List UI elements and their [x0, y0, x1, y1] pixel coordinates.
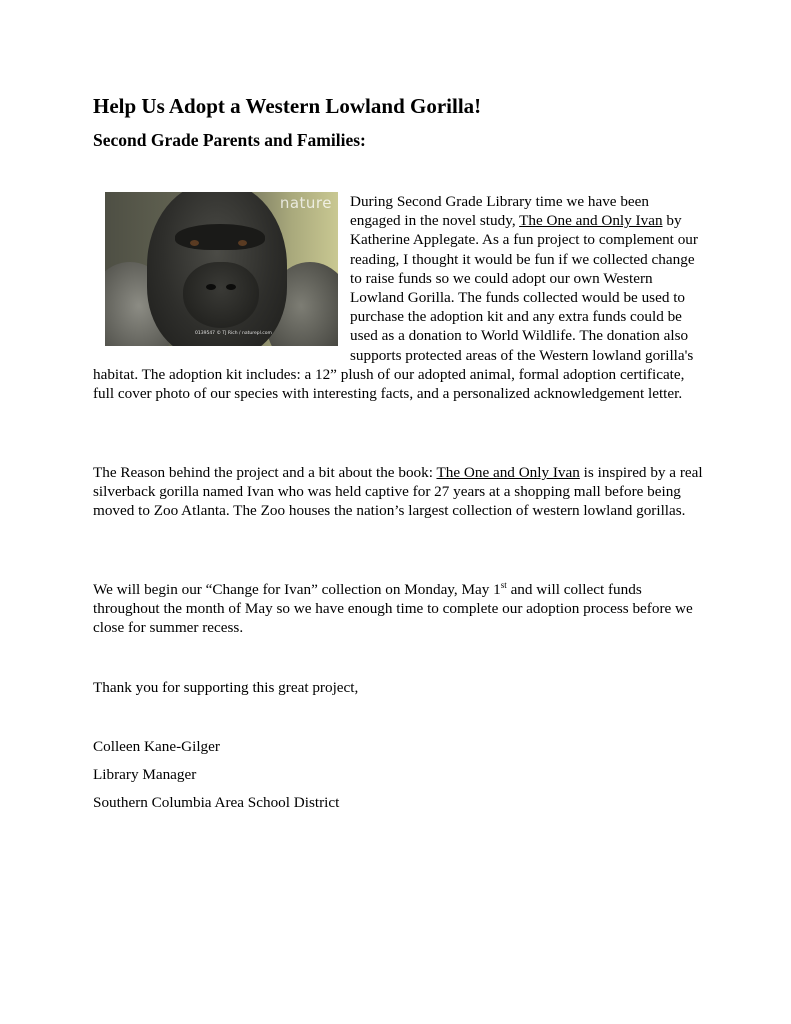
intro-text-end: by Katherine Applegate. As a fun project to complement our reading, I thought it would be fun if we collected change to raise funds so we could adopt our own Western Lowland Gorilla. The funds collected would be used to purchase the adoption kit and any extra funds could be used as a donation to World Wildlife. The donation also supports protected areas of the Western lowland gorilla's habitat. The adoption kit includes: a 12” plush of our adopted animal, formal adoption certificate, full cover photo of our species with interesting facts, and a personalized acknowledgement letter. [93, 212, 698, 403]
signature-organization: Southern Columbia Area School District [93, 794, 340, 811]
salutation: Second Grade Parents and Families: [93, 130, 366, 150]
intro-paragraph [93, 192, 703, 403]
collection-paragraph [93, 580, 703, 638]
reason-text-start: The Reason behind the project and a bit about the book: [93, 464, 437, 481]
page-title: Help Us Adopt a Western Lowland Gorilla! [93, 94, 482, 118]
photo-credit: 0139547 © TJ Rich / naturepl.com [195, 330, 272, 336]
book-title-link: The One and Only Ivan [519, 212, 663, 230]
closing-line: Thank you for supporting this great project, [93, 679, 359, 696]
date-ordinal-suffix: st [500, 580, 507, 590]
reason-text-end: is inspired by a real silverback gorilla named Ivan who was held captive for 27 years at a shopping mall before being moved to Zoo Atlanta. The Zoo houses the nation’s largest collection of western lowland gorillas. [93, 464, 703, 520]
collection-text-start: We will begin our “Change for Ivan” collection on Monday, May 1 [93, 581, 501, 598]
intro-text-start: During Second Grade Library time we have been engaged in the novel study, [350, 193, 649, 230]
collection-text-end: and will collect funds throughout the month of May so we have enough time to complete our adoption process before we close for summer recess. [93, 581, 693, 637]
signature-role: Library Manager [93, 766, 197, 783]
signature-name: Colleen Kane-Gilger [93, 738, 220, 755]
book-title-reference: The One and Only Ivan [436, 464, 580, 481]
reason-paragraph [93, 463, 703, 521]
photo-watermark: nature [279, 194, 332, 212]
gorilla-photo [105, 192, 338, 346]
